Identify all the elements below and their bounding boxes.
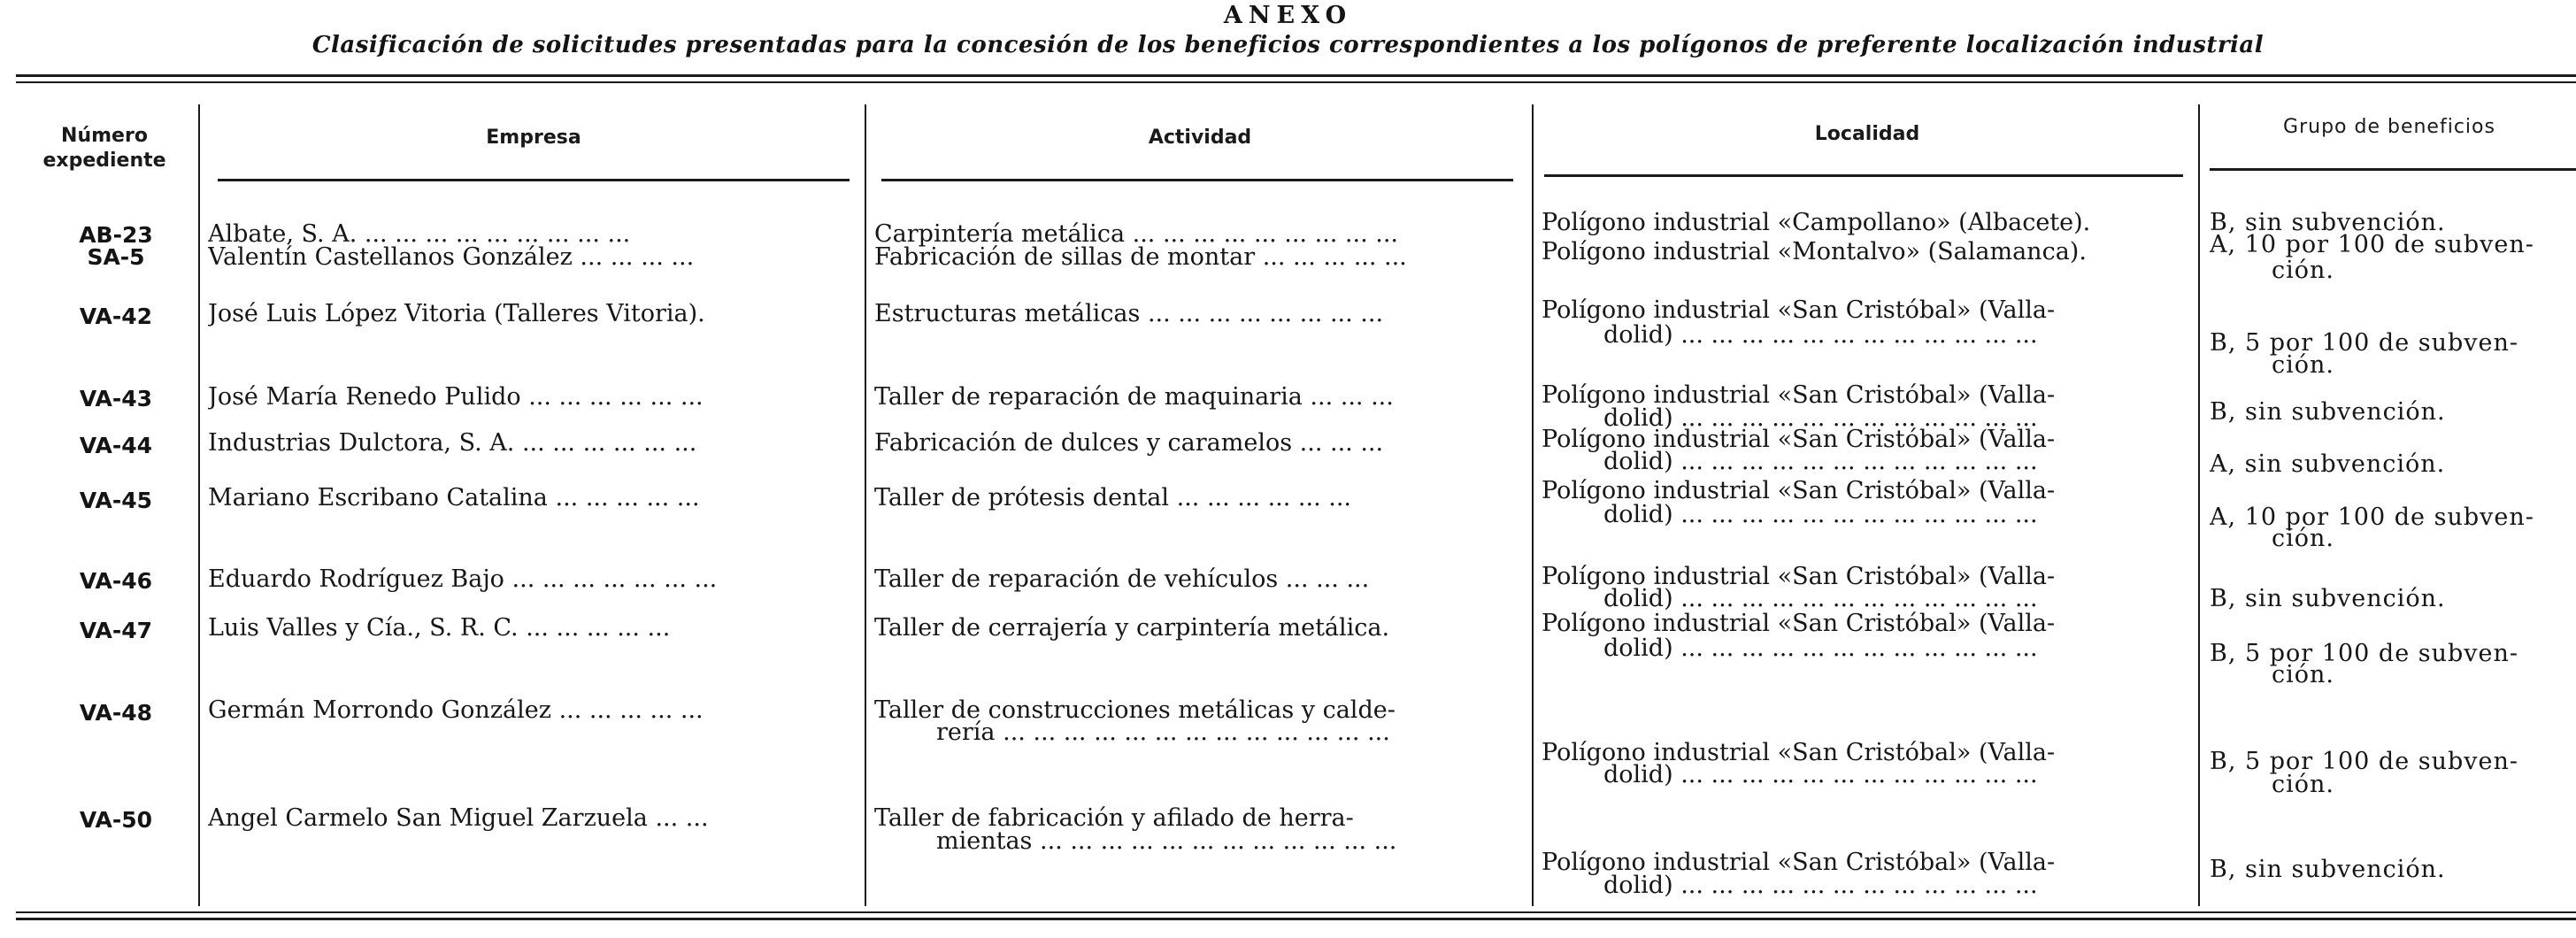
col-sep-2 bbox=[865, 104, 866, 906]
row-actividad: Taller de fabricación y afilado de herra- bbox=[874, 805, 1354, 832]
row-localidad-cont: dolid) ... ... ... ... ... ... ... ... ... ... ... ... bbox=[1603, 635, 2038, 662]
row-grupo: B, sin subvención. bbox=[2210, 210, 2446, 236]
header-grupo: Grupo de beneficios bbox=[2283, 116, 2495, 138]
row-grupo-cont: ción. bbox=[2272, 526, 2334, 552]
row-numero: AB-23 bbox=[79, 222, 153, 248]
row-actividad: Taller de reparación de vehículos ... ... ... bbox=[874, 566, 1370, 593]
row-actividad: Estructuras metálicas ... ... ... ... ... ... ... ... bbox=[874, 301, 1384, 327]
header-rule-localidad bbox=[1544, 174, 2183, 177]
header-rule-empresa bbox=[218, 179, 850, 181]
row-numero: VA-44 bbox=[79, 433, 153, 458]
row-actividad: Taller de construcciones metálicas y calde- bbox=[874, 697, 1396, 724]
row-localidad-cont: dolid) ... ... ... ... ... ... ... ... ... ... ... ... bbox=[1603, 322, 2038, 349]
row-empresa: Eduardo Rodríguez Bajo ... ... ... ... ... ... ... bbox=[208, 566, 718, 593]
row-localidad: Polígono industrial «San Cristóbal» (Valla- bbox=[1542, 850, 2056, 876]
row-grupo: B, 5 por 100 de subven- bbox=[2210, 749, 2519, 775]
row-numero: VA-42 bbox=[79, 304, 153, 329]
row-localidad: Polígono industrial «San Cristóbal» (Valla- bbox=[1542, 740, 2056, 766]
row-empresa: Industrias Dulctora, S. A. ... ... ... ... ... ... bbox=[208, 430, 697, 457]
row-actividad-cont: rería ... ... ... ... ... ... ... ... ... ... ... ... ... bbox=[936, 719, 1390, 746]
row-localidad-cont: dolid) ... ... ... ... ... ... ... ... ... ... ... ... bbox=[1603, 502, 2038, 528]
header-numero-line1: Número bbox=[61, 125, 148, 147]
page-subtitle: Clasificación de solicitudes presentadas para la concesión de los beneficios correspondientes a los polígonos de preferente localización industrial bbox=[311, 32, 2265, 58]
row-localidad-cont: dolid) ... ... ... ... ... ... ... ... ... ... ... ... bbox=[1603, 405, 2038, 432]
row-localidad: Polígono industrial «San Cristóbal» (Valla- bbox=[1542, 427, 2056, 453]
row-numero: VA-48 bbox=[79, 700, 153, 726]
row-empresa: Valentín Castellanos González ... ... ... ... bbox=[208, 244, 695, 271]
header-numero bbox=[16, 124, 193, 173]
row-grupo: A, 10 por 100 de subven- bbox=[2210, 232, 2534, 258]
row-localidad-cont: dolid) ... ... ... ... ... ... ... ... ... ... ... ... bbox=[1603, 449, 2038, 475]
header-localidad: Localidad bbox=[1814, 123, 1920, 145]
row-numero: VA-46 bbox=[79, 568, 153, 594]
header-rule-actividad bbox=[881, 179, 1513, 181]
row-grupo-cont: ción. bbox=[2272, 662, 2334, 688]
header-empresa: Empresa bbox=[486, 127, 581, 149]
row-empresa: José Luis López Vitoria (Talleres Vitoria). bbox=[208, 301, 705, 327]
col-sep-3 bbox=[1532, 104, 1534, 906]
row-localidad-cont: dolid) ... ... ... ... ... ... ... ... ... ... ... ... bbox=[1603, 762, 2038, 788]
col-sep-4 bbox=[2198, 104, 2200, 906]
row-empresa: Mariano Escribano Catalina ... ... ... ... ... bbox=[208, 485, 700, 511]
row-numero: VA-47 bbox=[79, 618, 153, 643]
row-empresa: Germán Morrondo González ... ... ... ... ... bbox=[208, 697, 704, 724]
header-rule-grupo bbox=[2210, 168, 2576, 171]
row-localidad: Polígono industrial «San Cristóbal» (Valla- bbox=[1542, 382, 2056, 409]
page-title: ANEXO bbox=[1223, 2, 1353, 29]
row-actividad: Fabricación de sillas de montar ... ... ... ... ... bbox=[874, 244, 1407, 271]
row-empresa: José María Renedo Pulido ... ... ... ... ... ... bbox=[208, 384, 704, 411]
row-grupo: A, 10 por 100 de subven- bbox=[2210, 504, 2534, 531]
row-numero: SA-5 bbox=[87, 244, 145, 270]
bottom-rule-1 bbox=[16, 911, 2576, 913]
row-localidad: Polígono industrial «Campollano» (Albacete). bbox=[1542, 210, 2091, 236]
row-numero: VA-45 bbox=[79, 488, 153, 513]
row-localidad: Polígono industrial «Montalvo» (Salamanca). bbox=[1542, 239, 2087, 265]
header-actividad: Actividad bbox=[1148, 127, 1252, 149]
row-grupo-cont: ción. bbox=[2272, 772, 2334, 798]
row-empresa: Angel Carmelo San Miguel Zarzuela ... ... bbox=[208, 805, 709, 832]
bottom-rule-2 bbox=[16, 918, 2576, 920]
row-grupo: B, sin subvención. bbox=[2210, 857, 2446, 883]
row-grupo: B, 5 por 100 de subven- bbox=[2210, 330, 2519, 357]
row-actividad-cont: mientas ... ... ... ... ... ... ... ... ... ... ... ... bbox=[936, 828, 1397, 855]
row-localidad-cont: dolid) ... ... ... ... ... ... ... ... ... ... ... ... bbox=[1603, 873, 2038, 899]
row-actividad: Fabricación de dulces y caramelos ... ... ... bbox=[874, 430, 1384, 457]
row-actividad: Taller de reparación de maquinaria ... ... ... bbox=[874, 384, 1394, 411]
row-localidad: Polígono industrial «San Cristóbal» (Valla- bbox=[1542, 478, 2056, 504]
row-grupo-cont: ción. bbox=[2272, 258, 2334, 284]
row-localidad-cont: dolid) ... ... ... ... ... ... ... ... ... ... ... ... bbox=[1603, 586, 2038, 612]
row-grupo-cont: ción. bbox=[2272, 352, 2334, 379]
row-numero: VA-50 bbox=[79, 807, 153, 833]
row-actividad: Taller de cerrajería y carpintería metálica. bbox=[874, 615, 1390, 642]
row-grupo: A, sin subvención. bbox=[2210, 451, 2446, 478]
row-localidad: Polígono industrial «San Cristóbal» (Valla- bbox=[1542, 611, 2056, 637]
header-numero-line2: expediente bbox=[42, 150, 166, 172]
row-actividad: Carpintería metálica ... ... ... ... ... ... ... ... ... bbox=[874, 221, 1399, 248]
row-grupo: B, 5 por 100 de subven- bbox=[2210, 641, 2519, 667]
row-numero: VA-43 bbox=[79, 386, 153, 411]
row-localidad: Polígono industrial «San Cristóbal» (Valla- bbox=[1542, 564, 2056, 590]
row-empresa: Albate, S. A. ... ... ... ... ... ... ... ... ... bbox=[208, 221, 631, 248]
row-grupo: B, sin subvención. bbox=[2210, 399, 2446, 426]
row-empresa: Luis Valles y Cía., S. R. C. ... ... ... ... ... bbox=[208, 615, 671, 642]
top-rule-2 bbox=[16, 81, 2576, 83]
top-rule-1 bbox=[16, 74, 2576, 77]
row-grupo: B, sin subvención. bbox=[2210, 586, 2446, 612]
row-actividad: Taller de prótesis dental ... ... ... ... ... ... bbox=[874, 485, 1352, 511]
row-localidad: Polígono industrial «San Cristóbal» (Valla- bbox=[1542, 297, 2056, 324]
